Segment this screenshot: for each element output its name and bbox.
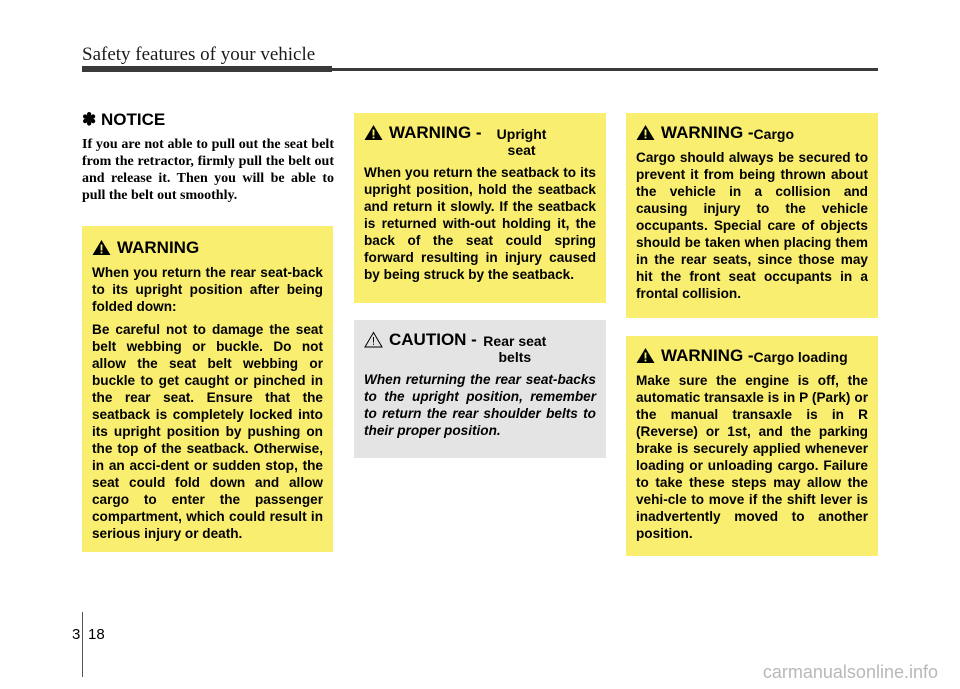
warning-subtitle: Cargo [753,126,794,142]
warning-keyword: WARNING - [389,123,482,142]
warning-subtitle: Upright seat [496,126,547,158]
warning-header [636,346,868,366]
warning-header [92,238,323,258]
watermark: carmanualsonline.info [762,662,938,682]
header-rule [82,68,878,71]
warning-keyword: WARNING - [661,123,754,142]
caution-header [364,330,596,365]
caution-keyword: CAUTION - [389,330,477,349]
warning-box-cargo [626,113,878,318]
warning-box-cargo-loading [626,336,878,556]
warning-keyword: WARNING [117,238,200,257]
warning-upright-body: When you return the seatback to its upright position, hold the seatback and return it slowly. If the seatback is returned with-out holding it, the back of the seat could spring forward resulting in injury caused by being struck by the seatback. [364,165,596,282]
chapter-number: 3 [72,626,81,643]
warning-triangle-icon [364,124,383,141]
footer-divider [82,612,83,677]
caution-subtitle: Rear seat belts [483,333,547,365]
warning-cargo-loading-body: Make sure the engine is off, the automatic transaxle is in P (Park) or the manual transaxle is in R (Reverse) or 1st, and the parking brake is securely applied whenever loading or unloading cargo. Failure to take these steps may allow the vehi-cle to move if the shift lever is inadvertently moved to another position. [636,373,868,541]
warning-triangle-icon [636,347,655,364]
warning-rear-seat-intro: When you return the rear seat-back to its upright position after being folded down: [92,265,323,314]
warning-header [636,123,868,143]
warning-box-upright-seat [354,113,606,303]
page-header-title: Safety features of your vehicle [82,44,316,65]
warning-box-rear-seat [82,226,333,552]
notice-section [82,110,334,204]
warning-cargo-body: Cargo should always be secured to prevent it from being thrown about the vehicle in a collision and causing injury to the vehicle occupants. Special care of objects should be taken when placing them in the rear seats, since those may hit the front seat occupants in a frontal collision. [636,150,868,301]
notice-heading: ✽ NOTICE [82,110,166,129]
warning-triangle-icon [636,124,655,141]
page-number: 18 [88,626,105,643]
caution-belts-body: When returning the rear seat-backs to the upright position, remember to return the rear shoulder belts to their proper position. [364,372,596,438]
warning-subtitle: Cargo loading [753,349,848,365]
warning-triangle-icon [92,239,111,256]
notice-body: If you are not able to pull out the seat belt from the retractor, firmly pull the belt out and release it. Then you will be able to pull the belt out smoothly. [82,137,334,203]
warning-keyword: WARNING - [661,346,754,365]
warning-header [364,123,596,158]
caution-triangle-icon [364,331,383,348]
warning-rear-seat-body: Be careful not to damage the seat belt webbing or buckle. Do not allow the seat belt webbing or buckle to get caught or pinched in the rear seat. Ensure that the seatback is completely locked into its upright position by pushing on the top of the seatback. Otherwise, in an acci-dent or sudden stop, the seat could fold down and allow cargo to enter the passenger compartment, which could result in serious injury or death. [92,322,323,541]
caution-box-rear-belts [354,320,606,458]
